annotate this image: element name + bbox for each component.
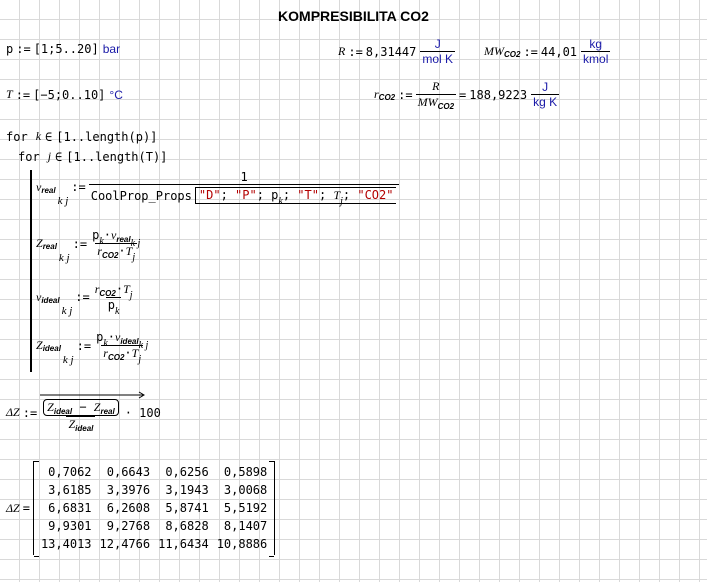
- num-v-sub: real: [116, 235, 131, 244]
- T-value: [−5;0..10]: [33, 87, 106, 102]
- arg-5: T: [333, 188, 341, 202]
- den-r-sub: CO2: [107, 353, 125, 362]
- program-bracket: [30, 170, 32, 372]
- assign-operator: :=: [76, 338, 92, 353]
- num-p-index: k: [103, 338, 108, 349]
- coolprop-func: CoolProp_Props: [90, 188, 192, 203]
- r-unit: [531, 80, 559, 109]
- assign-operator: :=: [523, 44, 538, 59]
- MW-unit: [581, 37, 610, 66]
- matrix-cell: 0,5898: [223, 465, 268, 479]
- equals-sign: =: [22, 501, 30, 515]
- den-p: p: [107, 298, 116, 312]
- for-loop-j[interactable]: [18, 149, 167, 164]
- T-unit: °C: [109, 87, 123, 102]
- arg-6: "CO2": [357, 188, 394, 202]
- R-name: R: [338, 44, 346, 58]
- matrix-cell: 5,8741: [165, 501, 209, 515]
- R-unit-num: J: [434, 37, 441, 51]
- for-keyword: for: [6, 129, 28, 144]
- dZ-matrix: [33, 461, 275, 555]
- assign-operator: :=: [16, 42, 31, 56]
- num-r: r: [94, 282, 100, 296]
- matrix-row: [37, 535, 271, 553]
- num-v: v: [111, 228, 117, 242]
- arg-3: p: [271, 188, 279, 202]
- MW-definition[interactable]: [484, 37, 610, 66]
- arg-5-index: j: [340, 196, 343, 207]
- matrix-cell: 3,3976: [106, 483, 151, 497]
- p-value: [1;5..20]: [33, 42, 99, 56]
- r-fraction: [416, 79, 456, 110]
- matrix-cell: 3,6185: [48, 483, 92, 497]
- for-loop-k[interactable]: [6, 129, 157, 144]
- dZ-matrix-table: [37, 463, 271, 553]
- R-unit-den: mol K: [422, 52, 454, 66]
- num-T: T: [123, 282, 130, 296]
- dZ-result[interactable]: [6, 461, 275, 555]
- Z-real-sub: real: [42, 242, 57, 251]
- assign-operator: :=: [348, 44, 363, 59]
- den-T-index: j: [132, 252, 136, 263]
- loop-var-j: j: [47, 149, 52, 163]
- R-definition[interactable]: [338, 37, 455, 66]
- Z-real-assignment[interactable]: [36, 228, 142, 264]
- matrix-cell: 13,4013: [40, 537, 92, 551]
- matrix-cell: 0,6256: [165, 465, 209, 479]
- matrix-cell: 0,7062: [48, 465, 92, 479]
- Z-ideal-assignment[interactable]: [36, 330, 150, 366]
- dZ-definition[interactable]: [6, 393, 161, 432]
- num-p: p: [96, 330, 104, 344]
- num-Z2-sub: real: [100, 407, 115, 416]
- R-value: 8,31447: [365, 44, 417, 59]
- matrix-row: [37, 481, 271, 499]
- num-v-index: k j: [138, 340, 149, 351]
- num-v-index: k j: [130, 238, 141, 249]
- matrix-cell: 10,8886: [216, 537, 268, 551]
- v-ideal-name: v: [36, 289, 42, 304]
- num-Z1-sub: ideal: [53, 407, 73, 416]
- MW-name: MW: [484, 44, 504, 58]
- den-p-index: k: [115, 306, 120, 317]
- num-r-sub: CO2: [99, 289, 116, 298]
- matrix-cell: 8,1407: [223, 519, 268, 533]
- loop-range-k: [1..length(p)]: [56, 129, 158, 144]
- equals-sign: =: [459, 87, 467, 102]
- v-real-name: v: [36, 179, 42, 194]
- matrix-cell: 11,6434: [158, 537, 209, 551]
- T-definition[interactable]: [6, 87, 123, 102]
- matrix-cell: 0,6643: [106, 465, 151, 479]
- v-ideal-fraction: $\frac{r_{CO2}\cdot T_j}{p_k}$: [94, 282, 133, 317]
- MW-unit-num: kg: [589, 37, 603, 51]
- arg-4: "T": [297, 188, 319, 202]
- page-title: KOMPRESIBILITA CO2: [278, 8, 429, 24]
- den-T-index: j: [138, 354, 142, 365]
- v-ideal-sub: ideal: [41, 295, 60, 305]
- matrix-cell: 9,9301: [48, 519, 92, 533]
- matrix-cell: 3,0068: [223, 483, 268, 497]
- assign-operator: :=: [75, 290, 90, 304]
- p-unit: bar: [102, 42, 121, 56]
- v-real-index: k j: [57, 195, 69, 207]
- r-name: r: [374, 87, 379, 101]
- assign-operator: :=: [398, 87, 413, 102]
- v-ideal-assignment[interactable]: [36, 282, 135, 317]
- den-r-sub: CO2: [101, 251, 119, 260]
- minus-sign: −: [79, 400, 87, 414]
- MW-unit-den: kmol: [583, 52, 609, 66]
- Z-ideal-fraction: $\frac{p_k\cdot v_{idealk j}}{r_{CO2}\cdot T_j}$: [96, 330, 149, 365]
- assign-operator: :=: [72, 236, 88, 251]
- dZ-name: ΔZ: [6, 405, 20, 419]
- vectorize-arrow-icon: [40, 391, 148, 399]
- matrix-cell: 9,2768: [106, 519, 151, 533]
- v-real-sub: real: [41, 185, 56, 195]
- r-unit-num: J: [542, 80, 549, 94]
- den-T: T: [131, 346, 139, 360]
- matrix-cell: 12,4766: [99, 537, 151, 551]
- matrix-cell: 3,1943: [165, 483, 209, 497]
- v-real-num: 1: [240, 170, 248, 184]
- r-sub: CO2: [378, 93, 396, 102]
- loop-var-k: k: [35, 129, 42, 143]
- den-r: r: [103, 346, 108, 360]
- Z-real-fraction: $\frac{p_k\cdot v_{realk j}}{r_{CO2}\cdot T_j}$: [92, 228, 141, 263]
- p-definition[interactable]: [6, 42, 120, 56]
- matrix-cell: 5,5192: [223, 501, 268, 515]
- arg-1: "D": [198, 188, 221, 202]
- den-T: T: [125, 244, 133, 258]
- num-v: v: [115, 330, 121, 344]
- r-value: 188,9223: [469, 87, 528, 102]
- loop-range-j: [1..length(T)]: [66, 149, 168, 164]
- element-of: ∈: [45, 129, 53, 144]
- num-p-index: k: [99, 236, 104, 247]
- assign-operator: :=: [71, 180, 86, 194]
- r-den-sub: CO2: [437, 102, 455, 111]
- Z-ideal-name: Z: [36, 338, 43, 352]
- v-ideal-index: k j: [61, 305, 73, 317]
- MW-sub: CO2: [504, 50, 521, 59]
- matrix-row: [37, 499, 271, 517]
- num-Z2: Z: [93, 400, 101, 414]
- matrix-cell: 8,6828: [165, 519, 209, 533]
- v-real-fraction: 1 CoolProp_Props "D"; "P"; $p_k$; "T"; $T_j$; "CO2": [89, 170, 400, 204]
- Z-ideal-sub: ideal: [42, 344, 61, 353]
- for-keyword: for: [18, 149, 40, 164]
- matrix-row: [37, 517, 271, 535]
- r-unit-den: kg K: [533, 95, 558, 109]
- matrix-cell: 6,2608: [106, 501, 151, 515]
- T-name: T: [6, 87, 13, 101]
- num-Z1: Z: [47, 400, 54, 414]
- assign-operator: :=: [15, 87, 31, 102]
- assign-operator: :=: [22, 405, 38, 420]
- p-name: p: [6, 42, 14, 56]
- Z-ideal-index: k j: [62, 353, 74, 366]
- matrix-cell: 6,6831: [48, 501, 92, 515]
- MW-value: 44,01: [540, 44, 578, 59]
- num-p: p: [92, 228, 100, 242]
- den-r: r: [97, 244, 102, 258]
- r-den: MW: [417, 95, 438, 109]
- den-Z-sub: ideal: [75, 424, 94, 433]
- num-T-index: j: [129, 290, 133, 301]
- r-definition[interactable]: [374, 79, 559, 110]
- arg-2: "P": [235, 188, 257, 202]
- Z-real-name: Z: [36, 236, 43, 250]
- multiply-100: · 100: [124, 405, 161, 420]
- element-of: ∈: [55, 149, 63, 164]
- num-v-sub: ideal: [120, 337, 139, 346]
- matrix-row: [37, 463, 271, 481]
- den-Z: Z: [68, 417, 76, 431]
- r-num: R: [432, 79, 440, 93]
- R-unit: [420, 37, 455, 66]
- dZ-result-name: ΔZ: [6, 500, 20, 515]
- arg-3-index: k: [278, 196, 283, 207]
- dZ-fraction: [40, 393, 122, 432]
- v-real-assignment[interactable]: [36, 170, 399, 207]
- Z-real-index: k j: [58, 251, 70, 264]
